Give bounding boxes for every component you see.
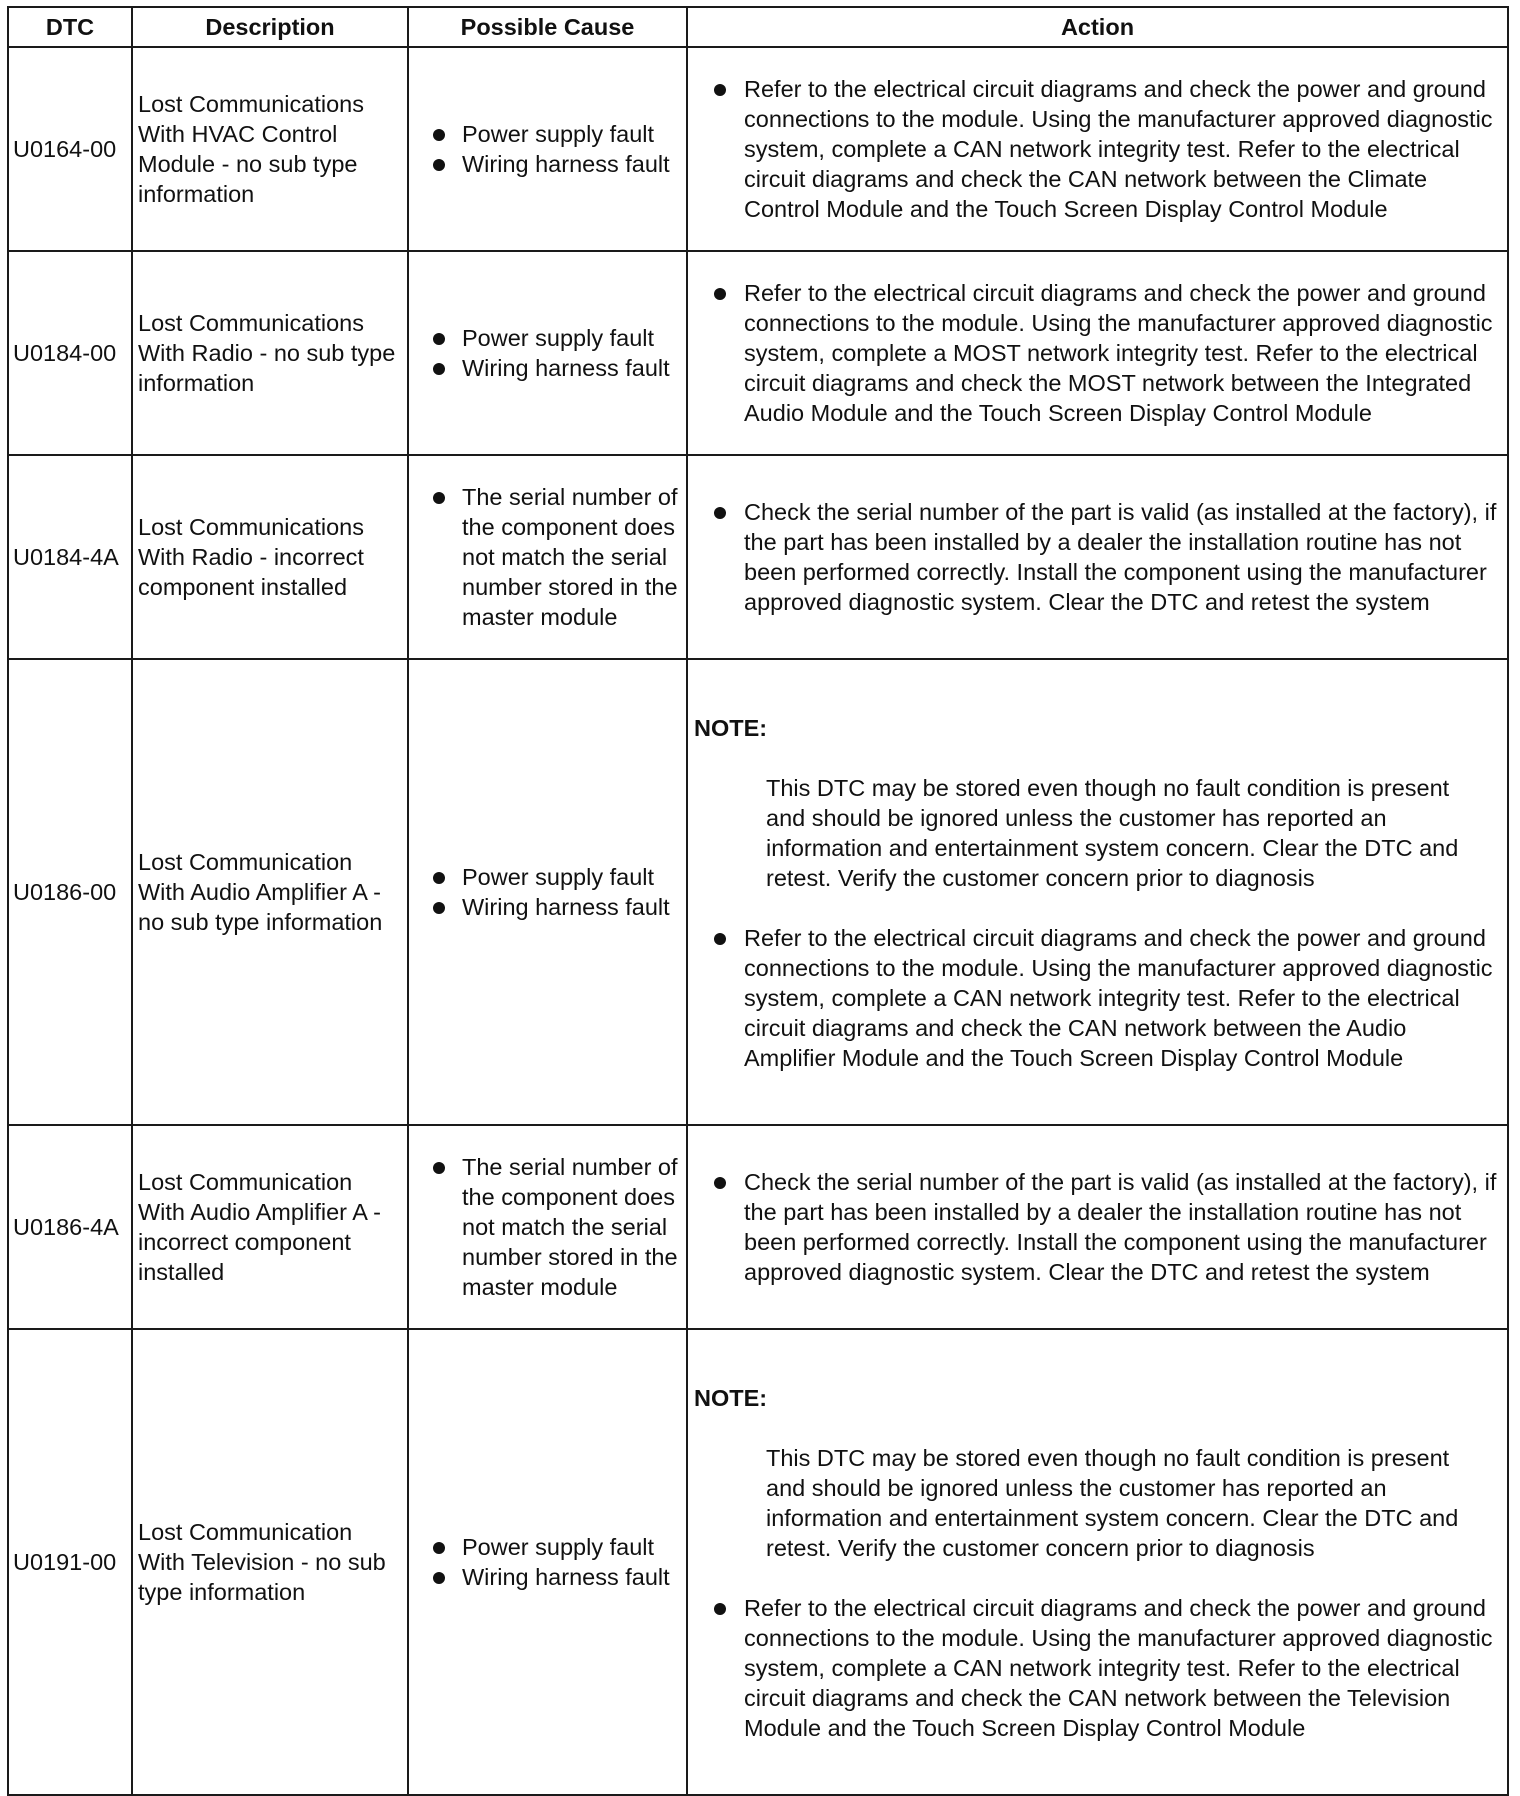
action-list — [694, 278, 1497, 428]
dtc-code: U0184-4A — [8, 455, 132, 659]
table-row — [8, 455, 1508, 659]
cause-item: Wiring harness fault — [429, 149, 682, 179]
action-list — [694, 74, 1497, 224]
cause-item: Power supply fault — [429, 1532, 682, 1562]
cause-list — [429, 1532, 682, 1592]
possible-cause-cell — [408, 455, 687, 659]
cause-item: The serial number of the component does not match the serial number stored in the master module — [429, 1152, 682, 1302]
cause-list — [429, 119, 682, 179]
table-row — [8, 659, 1508, 1125]
table-row — [8, 47, 1508, 251]
possible-cause-cell — [408, 659, 687, 1125]
cause-item: Wiring harness fault — [429, 353, 682, 383]
possible-cause-cell — [408, 251, 687, 455]
action-list — [694, 1593, 1497, 1743]
dtc-code: U0186-4A — [8, 1125, 132, 1329]
cause-item: Power supply fault — [429, 119, 682, 149]
cause-list — [429, 482, 682, 632]
note-text: This DTC may be stored even though no fault condition is present and should be ignored unless the customer has reported an information and entertainment system concern. Clear the DTC and retest. Verify the customer concern prior to diagnosis — [766, 775, 1459, 891]
dtc-code: U0184-00 — [8, 251, 132, 455]
dtc-description: Lost Communication With Audio Amplifier A - incorrect component installed — [132, 1125, 408, 1329]
possible-cause-cell — [408, 1329, 687, 1795]
possible-cause-cell — [408, 47, 687, 251]
header-possible-cause: Possible Cause — [408, 7, 687, 47]
dtc-description: Lost Communication With Audio Amplifier A - no sub type information — [132, 659, 408, 1125]
action-cell — [687, 455, 1508, 659]
cause-list — [429, 323, 682, 383]
dtc-description: Lost Communications With Radio - no sub type information — [132, 251, 408, 455]
table-row — [8, 251, 1508, 455]
cause-item: The serial number of the component does not match the serial number stored in the master module — [429, 482, 682, 632]
cause-item: Wiring harness fault — [429, 892, 682, 922]
action-item: Refer to the electrical circuit diagrams and check the power and ground connections to the module. Using the manufacturer approved diagnostic system, complete a CAN network integrity test. Refer to the electrical circuit diagrams and check the CAN network between the Television Module and the Touch Screen Display Control Module — [694, 1593, 1497, 1743]
cause-list — [429, 1152, 682, 1302]
header-action: Action — [687, 7, 1508, 47]
action-item: Check the serial number of the part is valid (as installed at the factory), if the part has been installed by a dealer the installation routine has not been performed correctly. Install the component using the manufacturer approved diagnostic system. Clear the DTC and retest the system — [694, 1167, 1497, 1287]
action-list — [694, 497, 1497, 617]
dtc-description: Lost Communication With Television - no sub type information — [132, 1329, 408, 1795]
header-dtc: DTC — [8, 7, 132, 47]
action-cell — [687, 47, 1508, 251]
action-item: Check the serial number of the part is valid (as installed at the factory), if the part has been installed by a dealer the installation routine has not been performed correctly. Install the component using the manufacturer approved diagnostic system. Clear the DTC and retest the system — [694, 497, 1497, 617]
action-cell — [687, 659, 1508, 1125]
dtc-code: U0186-00 — [8, 659, 132, 1125]
action-item: Refer to the electrical circuit diagrams and check the power and ground connections to the module. Using the manufacturer approved diagnostic system, complete a CAN network integrity test. Refer to the electrical circuit diagrams and check the CAN network between the Audio Amplifier Module and the Touch Screen Display Control Module — [694, 923, 1497, 1073]
note-label: NOTE: — [694, 715, 768, 741]
note-text: This DTC may be stored even though no fault condition is present and should be ignored unless the customer has reported an information and entertainment system concern. Clear the DTC and retest. Verify the customer concern prior to diagnosis — [766, 1445, 1459, 1561]
action-list — [694, 1167, 1497, 1287]
table-row — [8, 1125, 1508, 1329]
dtc-description: Lost Communications With Radio - incorrect component installed — [132, 455, 408, 659]
dtc-table — [7, 6, 1509, 1796]
action-cell — [687, 1329, 1508, 1795]
note-label: NOTE: — [694, 1385, 768, 1411]
action-cell — [687, 1125, 1508, 1329]
header-row — [8, 7, 1508, 47]
cause-item: Power supply fault — [429, 862, 682, 892]
cause-item: Wiring harness fault — [429, 1562, 682, 1592]
dtc-code: U0164-00 — [8, 47, 132, 251]
dtc-description: Lost Communications With HVAC Control Module - no sub type information — [132, 47, 408, 251]
dtc-code: U0191-00 — [8, 1329, 132, 1795]
possible-cause-cell — [408, 1125, 687, 1329]
action-cell — [687, 251, 1508, 455]
action-item: Refer to the electrical circuit diagrams and check the power and ground connections to the module. Using the manufacturer approved diagnostic system, complete a MOST network integrity test. Refer to the electrical circuit diagrams and check the MOST network between the Integrated Audio Module and the Touch Screen Display Control Module — [694, 278, 1497, 428]
action-item: Refer to the electrical circuit diagrams and check the power and ground connections to the module. Using the manufacturer approved diagnostic system, complete a CAN network integrity test. Refer to the electrical circuit diagrams and check the CAN network between the Climate Control Module and the Touch Screen Display Control Module — [694, 74, 1497, 224]
header-description: Description — [132, 7, 408, 47]
action-list — [694, 923, 1497, 1073]
cause-item: Power supply fault — [429, 323, 682, 353]
cause-list — [429, 862, 682, 922]
table-row — [8, 1329, 1508, 1795]
